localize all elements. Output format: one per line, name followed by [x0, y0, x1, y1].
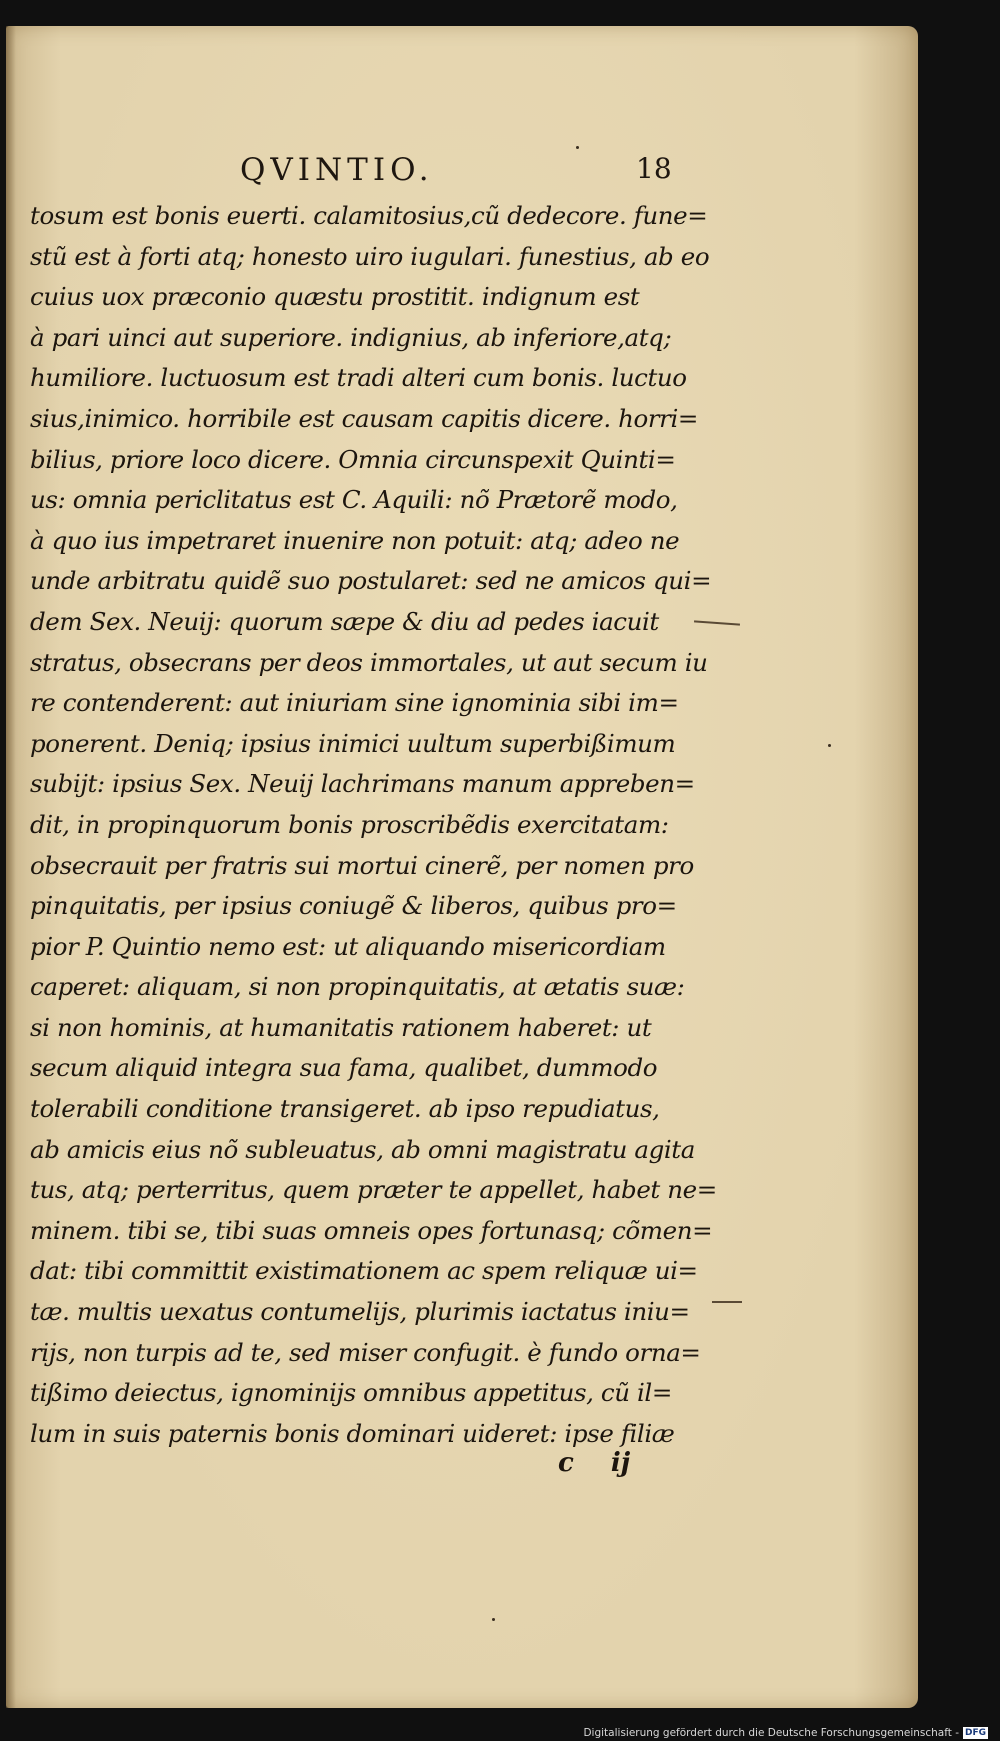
text-line: ab amicis eius nõ subleuatus, ab omni magistratu agita — [30, 1134, 695, 1164]
text-line: pinquitatis, per ipsius coniugẽ & liberos, quibus pro= — [30, 891, 677, 921]
text-line: lum in suis paternis bonis dominari uideret: ipse filiæ — [30, 1418, 675, 1448]
text-line: tosum est bonis euerti. calamitosius,cũ dedecore. fune= — [30, 201, 708, 230]
text-line: minem. tibi se, tibi suas omneis opes fortunasq; cõmen= — [30, 1215, 713, 1245]
text-line: us: omnia periclitatus est C. Aquili: nõ Prætorẽ modo, — [30, 485, 678, 515]
text-line: obsecrauit per fratris sui mortui cinerẽ, per nomen pro — [30, 850, 694, 880]
text-line: caperet: aliquam, si non propinquitatis, at ætatis suæ: — [30, 972, 685, 1002]
paper-speck — [828, 744, 831, 747]
text-line: à quo ius impetraret inuenire non potuit: atq; adeo ne — [30, 525, 680, 555]
credit-text: Digitalisierung gefördert durch die Deutsche Forschungsgemeinschaft - — [583, 1727, 959, 1739]
text-line: tolerabili conditione transigeret. ab ipso repudiatus, — [30, 1094, 660, 1124]
text-line: rijs, non turpis ad te, sed miser confugit. è fundo orna= — [30, 1337, 701, 1367]
text-line: tus, atq; perterritus, quem præter te appellet, habet ne= — [30, 1175, 717, 1205]
text-line: tæ. multis uexatus contumelijs, plurimis iactatus iniu= — [30, 1297, 690, 1327]
text-line: tißimo deiectus, ignominijs omnibus appetitus, cũ il= — [30, 1378, 672, 1408]
text-line: unde arbitratu quidẽ suo postularet: sed ne amicos qui= — [30, 566, 712, 596]
paper-speck — [492, 1618, 495, 1621]
text-line: dit, in propinquorum bonis proscribẽdis exercitatam: — [30, 809, 669, 839]
text-line: dat: tibi committit existimationem ac spem reliquæ ui= — [30, 1256, 698, 1286]
paper-speck — [576, 146, 579, 149]
digitization-credit — [583, 1727, 988, 1739]
text-line: ponerent. Deniq; ipsius inimici uultum superbißimum — [30, 728, 676, 758]
text-line: cuius uox præconio quæstu prostitit. indignum est — [30, 282, 640, 312]
text-line: stũ est à forti atq; honesto uiro iugulari. funestius, ab eo — [30, 241, 710, 271]
text-line: à pari uinci aut superiore. indignius, ab inferiore,atq; — [30, 322, 672, 352]
text-line: stratus, obsecrans per deos immortales, ut aut secum iu — [30, 647, 708, 677]
marginal-pen-mark — [712, 1301, 742, 1303]
body-text — [30, 196, 730, 1454]
signature-mark: c ij — [558, 1448, 631, 1478]
text-line: dem Sex. Neuij: quorum sæpe & diu ad pedes iacuit — [30, 606, 659, 636]
text-line: subijt: ipsius Sex. Neuij lachrimans manum appreben= — [30, 769, 695, 799]
text-line: pior P. Quintio nemo est: ut aliquando misericordiam — [30, 931, 666, 961]
page-number: 18 — [636, 152, 672, 185]
text-line: bilius, priore loco dicere. Omnia circunspexit Quinti= — [30, 444, 676, 474]
dfg-logo: DFG — [964, 1728, 986, 1738]
running-title: QVINTIO. — [240, 152, 434, 188]
text-line: re contenderent: aut iniuriam sine ignominia sibi im= — [30, 688, 679, 718]
text-line: secum aliquid integra sua fama, qualibet, dummodo — [30, 1053, 658, 1083]
text-line: humiliore. luctuosum est tradi alteri cum bonis. luctuo — [30, 363, 687, 393]
page-gutter-shadow — [6, 26, 16, 1708]
text-line: si non hominis, at humanitatis rationem haberet: ut — [30, 1012, 652, 1042]
text-line: sius,inimico. horribile est causam capitis dicere. horri= — [30, 403, 699, 433]
